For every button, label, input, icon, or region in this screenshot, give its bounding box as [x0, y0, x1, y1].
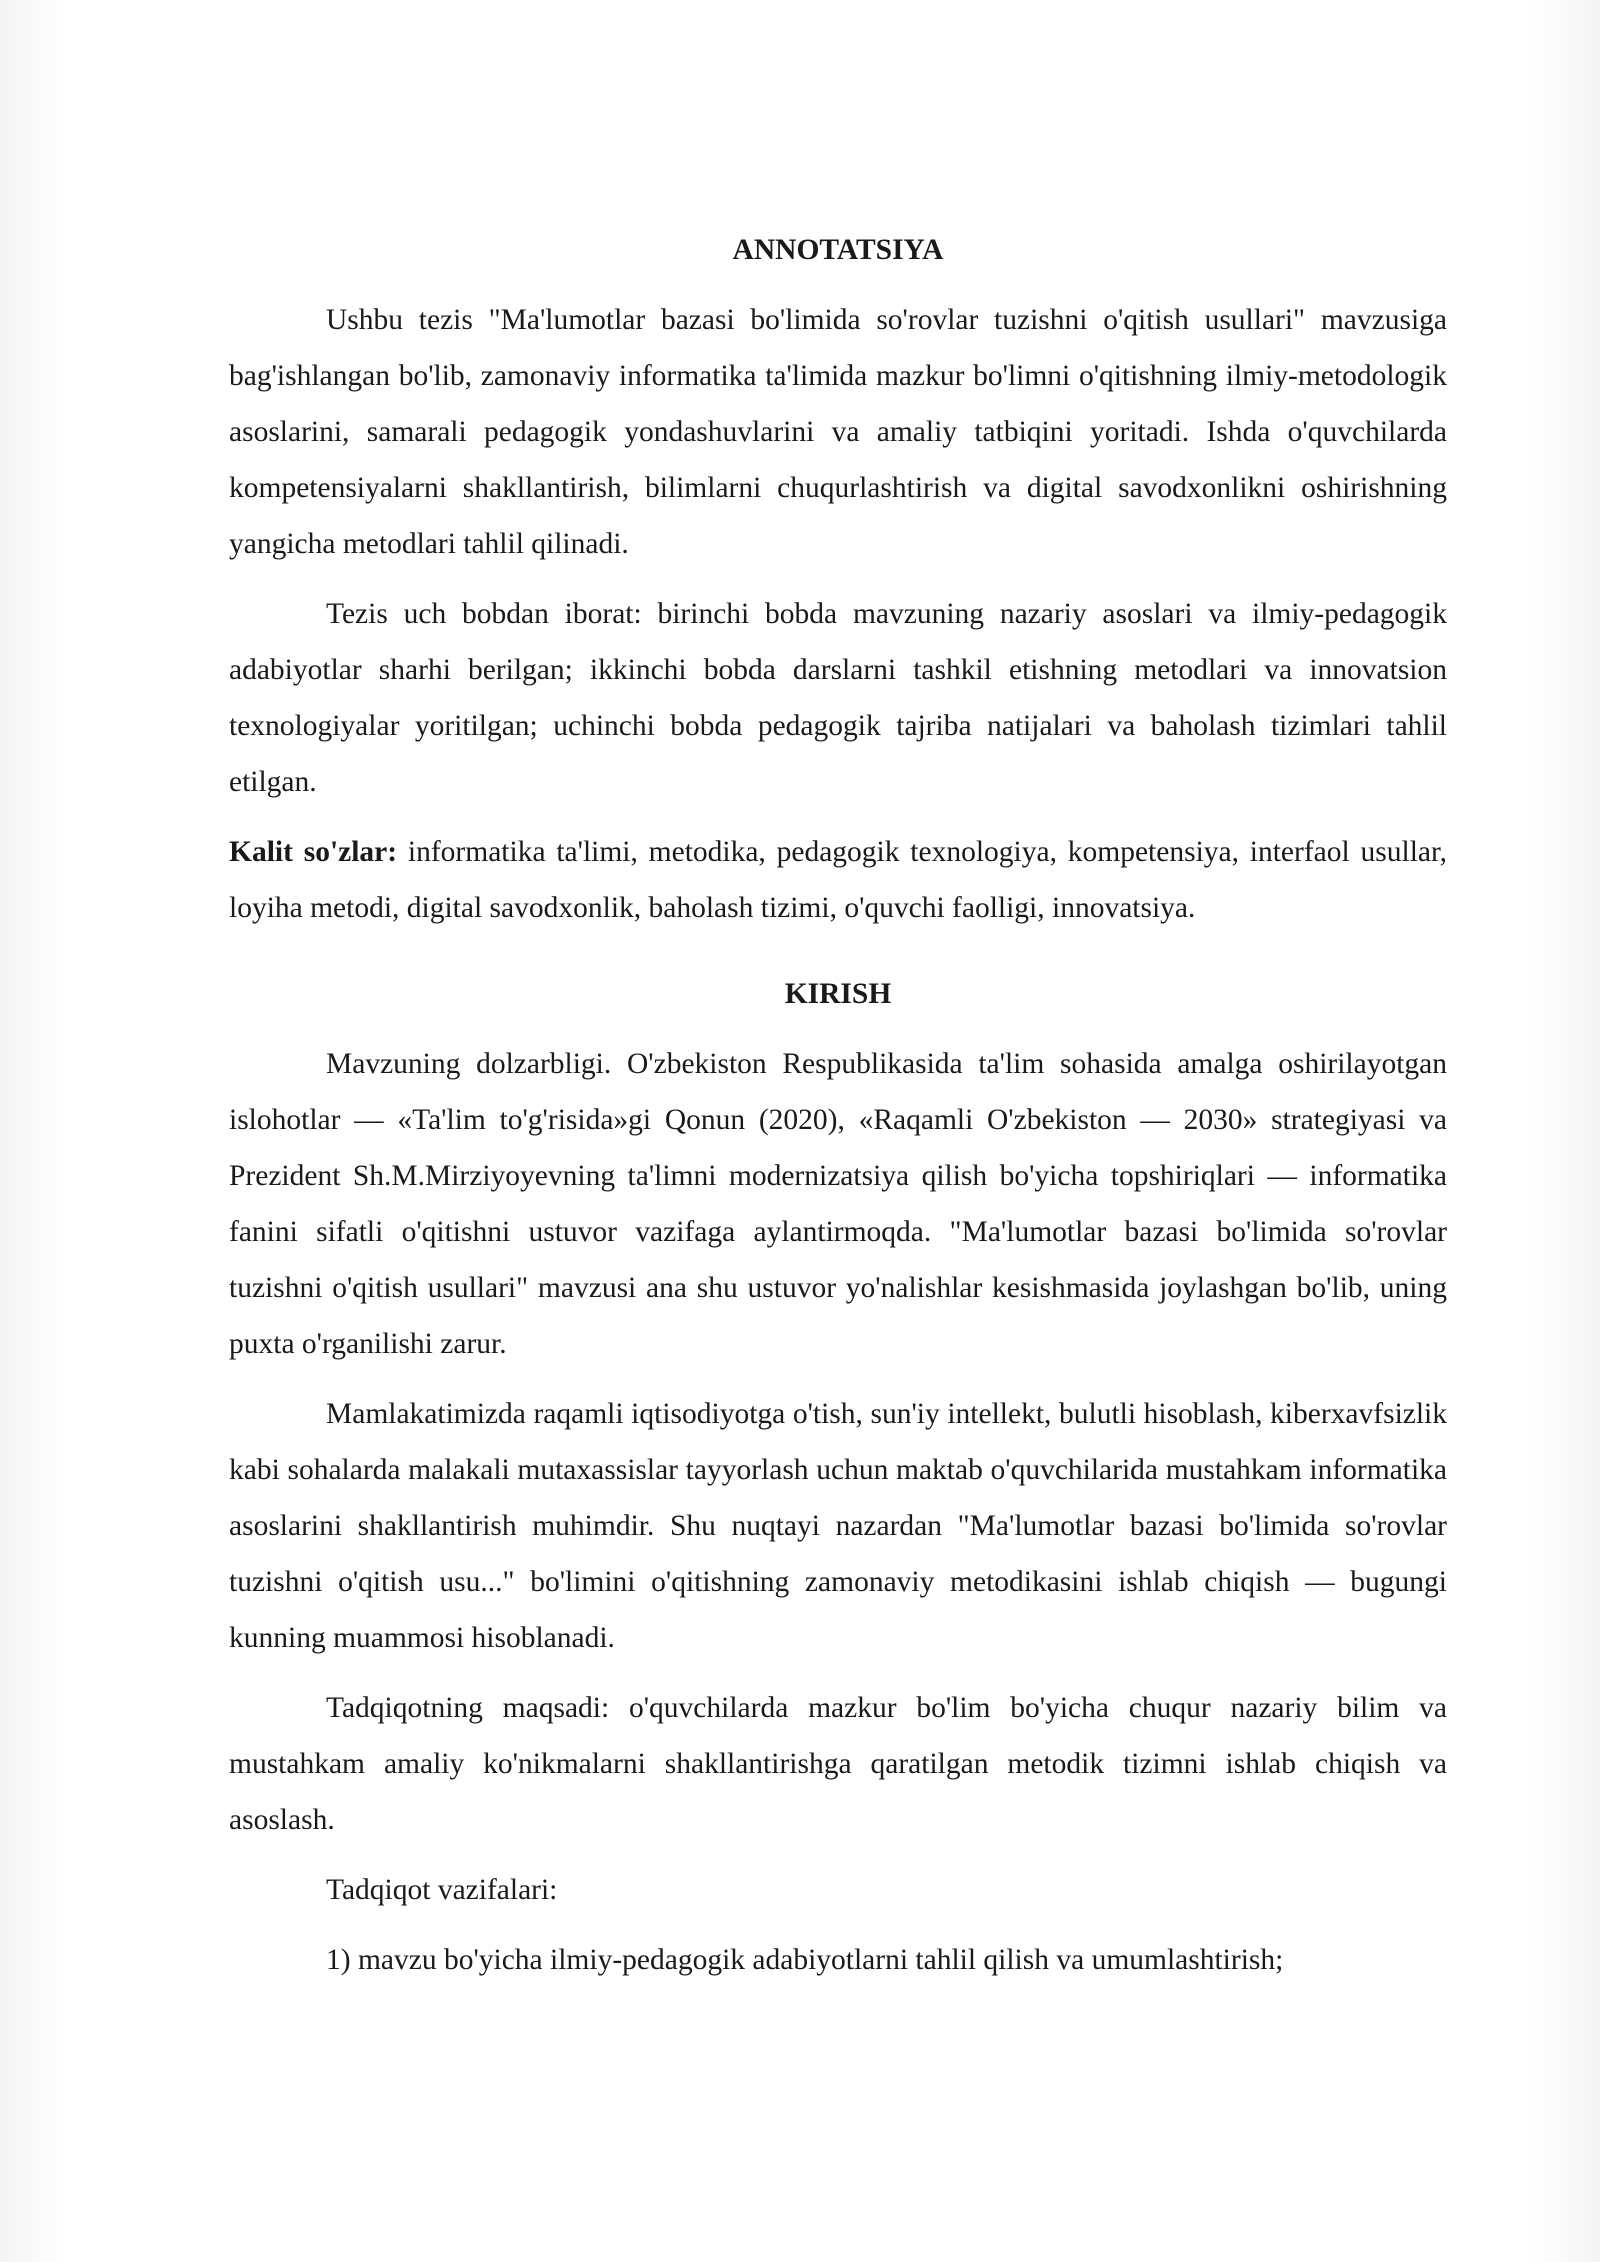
- page-shade-right: [1530, 0, 1600, 2262]
- page-shade-left: [0, 0, 70, 2262]
- introduction-paragraph-1: Mavzuning dolzarbligi. O'zbekiston Respublikasida ta'lim sohasida amalga oshirilayotgan islohotlar — «Ta'lim to'g'risida»gi Qonun (2020), «Raqamli O'zbekiston — 2030» strategiyasi va Prezident Sh.M.Mirziyoyevning ta'limni modernizatsiya qilish bo'yicha topshiriqlari — informatika fanini sifatli o'qitishni ustuvor vazifaga aylantirmoqda. "Ma'lumotlar bazasi bo'limida so'rovlar tuzishni o'qitish usullari" mavzusi ana shu ustuvor yo'nalishlar kesishmasida joylashgan bo'lib, uning puxta o'rganilishi zarur.: [229, 1048, 1447, 1360]
- document-body: [229, 222, 1447, 1988]
- keywords-label: Kalit so'zlar:: [229, 836, 398, 868]
- keywords-paragraph: [229, 824, 1447, 936]
- introduction-paragraph-2: Mamlakatimizda raqamli iqtisodiyotga o'tish, sun'iy intellekt, bulutli hisoblash, kiberxavfsizlik kabi sohalarda malakali mutaxassislar tayyorlash uchun maktab o'quvchilarida mustahkam informatika asoslarini shakllantirish muhimdir. Shu nuqtayi nazardan "Ma'lumotlar bazasi bo'limida so'rovlar tuzishni o'qitish usu..." bo'limini o'qitishning zamonaviy metodikasini ishlab chiqish — bugungi kunning muammosi hisoblanadi.: [229, 1398, 1447, 1654]
- introduction-heading: KIRISH: [784, 978, 892, 1010]
- annotation-heading: ANNOTATSIYA: [732, 234, 944, 266]
- annotation-paragraph-2: Tezis uch bobdan iborat: birinchi bobda mavzuning nazariy asoslari va ilmiy-pedagogik adabiyotlar sharhi berilgan; ikkinchi bobda darslarni tashkil etishning metodlari va innovatsion texnologiyalar yoritilgan; uchinchi bobda pedagogik tajriba natijalari va baholash tizimlari tahlil etilgan.: [229, 598, 1447, 798]
- keywords-text: informatika ta'limi, metodika, pedagogik texnologiya, kompetensiya, interfaol usullar, loyiha metodi, digital savodxonlik, baholash tizimi, o'quvchi faolligi, innovatsiya.: [229, 836, 1447, 924]
- annotation-paragraph-1: Ushbu tezis "Ma'lumotlar bazasi bo'limida so'rovlar tuzishni o'qitish usullari" mavzusiga bag'ishlangan bo'lib, zamonaviy informatika ta'limida mazkur bo'limni o'qitishning ilmiy-metodologik asoslarini, samarali pedagogik yondashuvlarini va amaliy tatbiqini yoritadi. Ishda o'quvchilarda kompetensiyalarni shakllantirish, bilimlarni chuqurlashtirish va digital savodxonlikni oshirishning yangicha metodlari tahlil qilinadi.: [229, 304, 1447, 560]
- introduction-paragraph-3: Tadqiqotning maqsadi: o'quvchilarda mazkur bo'lim bo'yicha chuqur nazariy bilim va mustahkam amaliy ko'nikmalarni shakllantirishga qaratilgan metodik tizimni ishlab chiqish va asoslash.: [229, 1692, 1447, 1836]
- task-item: 1) mavzu bo'yicha ilmiy-pedagogik adabiyotlarni tahlil qilish va umumlashtirish;: [326, 1944, 1284, 1976]
- tasks-label: Tadqiqot vazifalari:: [326, 1874, 558, 1906]
